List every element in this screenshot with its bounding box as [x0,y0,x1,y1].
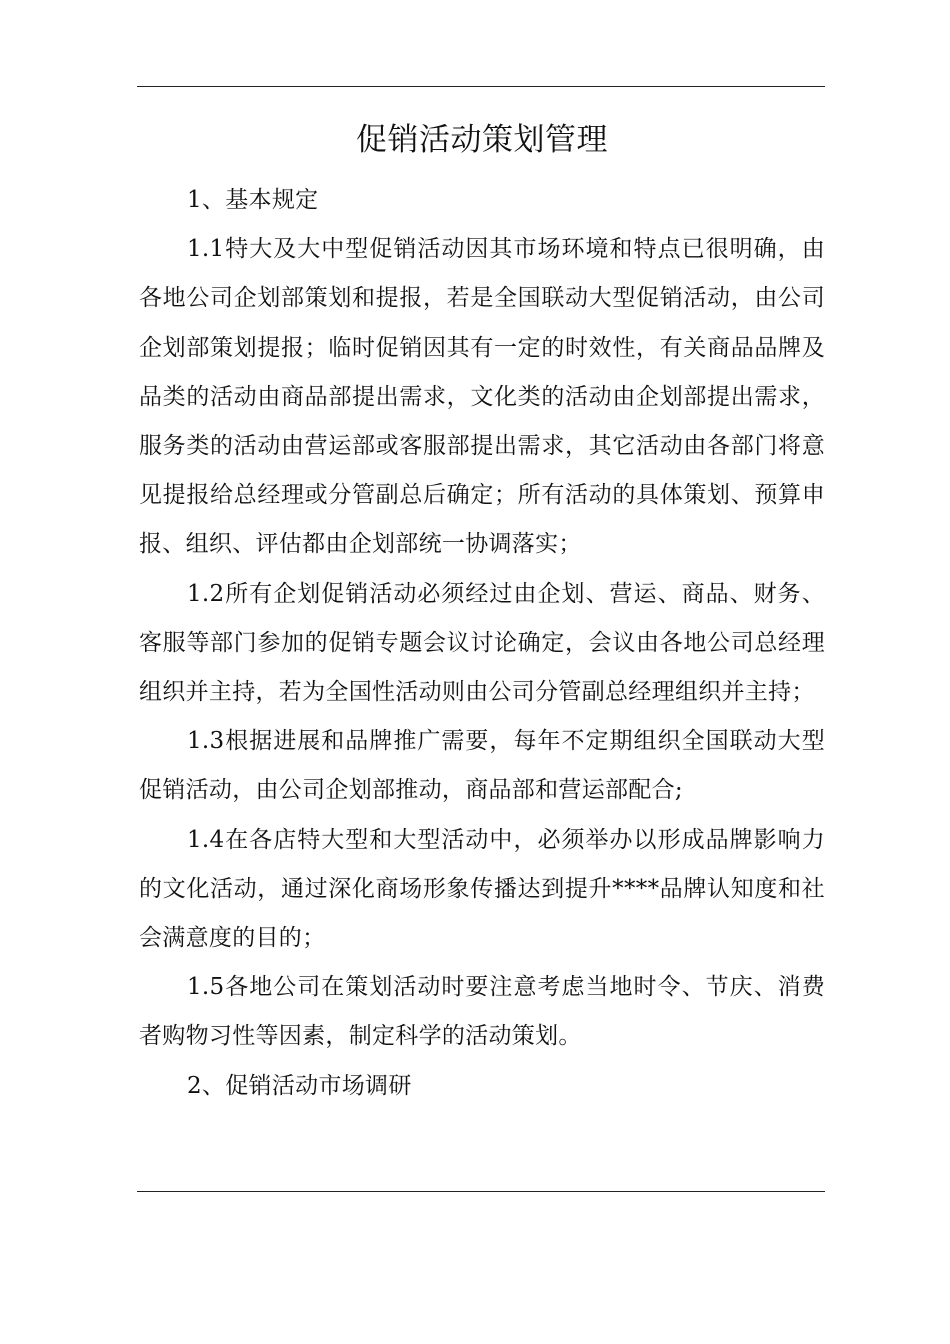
paragraph-1-3: 1.3根据进展和品牌推广需要，每年不定期组织全国联动大型促销活动，由公司企划部推动，商品部和营运部配合; [139,728,825,804]
document-body [139,112,825,1111]
section-heading-2: 2、促销活动市场调研 [187,1072,412,1099]
paragraph-1-1: 1.1特大及大中型促销活动因其市场环境和特点已很明确，由各地公司企划部策划和提报，若是全国联动大型促销活动，由公司企划部策划提报；临时促销因其有一定的时效性，有关商品品牌及品类的活动由商品部提出需求，文化类的活动由企划部提出需求，服务类的活动由营运部或客服部提出需求，其它活动由各部门将意见提报给总经理或分管副总后确定；所有活动的具体策划、预算申报、组织、评估都由企划部统一协调落实； [139,236,825,558]
document-title: 促销活动策划管理 [356,122,608,158]
paragraph-1-5: 1.5各地公司在策划活动时要注意考虑当地时令、节庆、消费者购物习性等因素，制定科学的活动策划。 [139,974,825,1050]
paragraph-1-4: 1.4在各店特大型和大型活动中，必须举办以形成品牌影响力的文化活动，通过深化商场形象传播达到提升****品牌认知度和社会满意度的目的； [139,826,825,952]
section-heading-1: 1、基本规定 [187,187,319,213]
paragraph-1-2: 1.2所有企划促销活动必须经过由企划、营运、商品、财务、客服等部门参加的促销专题会议讨论确定，会议由各地公司总经理组织并主持，若为全国性活动则由公司分管副总经理组织并主持； [139,580,825,706]
footer-rule [137,1191,825,1192]
header-rule [137,86,825,87]
